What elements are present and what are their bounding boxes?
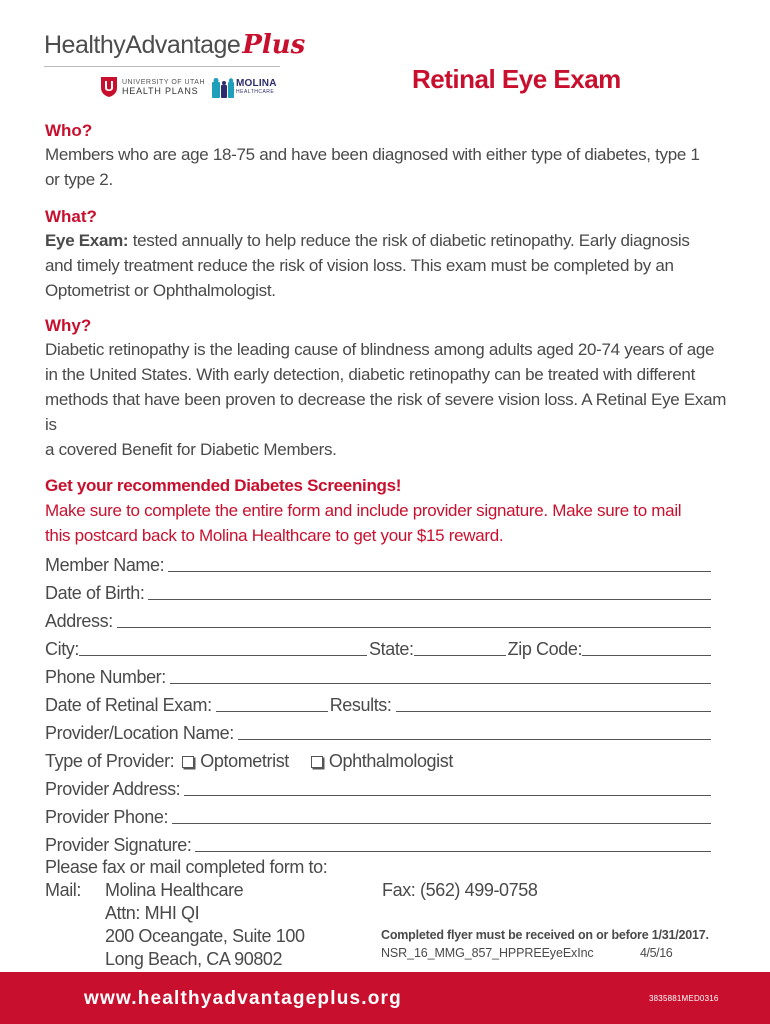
mail-intro: Please fax or mail completed form to: (45, 857, 328, 877)
provider-address-label: Provider Address: (45, 779, 181, 799)
document-date: 4/5/16 (640, 946, 673, 960)
provider-type-label: Type of Provider: (45, 751, 175, 771)
phone-field[interactable] (170, 666, 711, 684)
dob-field[interactable] (148, 582, 711, 600)
member-name-row (45, 548, 711, 576)
provider-signature-row (45, 828, 711, 856)
molina-line1: MOLINA (236, 78, 277, 89)
what-text-line1 (45, 228, 735, 253)
uu-line1: UNIVERSITY OF UTAH (122, 79, 206, 86)
footer-code: 3835881MED0316 (649, 994, 719, 1003)
optometrist-option[interactable] (174, 751, 289, 772)
optometrist-checkbox-icon[interactable] (182, 756, 194, 768)
deadline-notice: Completed flyer must be received on or before 1/31/2017. (381, 928, 709, 942)
what-text-line2: and timely treatment reduce the risk of vision loss. This exam must be completed by an (45, 256, 674, 275)
info-content (45, 120, 735, 548)
provider-location-label: Provider/Location Name: (45, 723, 234, 743)
cta-heading: Get your recommended Diabetes Screenings! (45, 476, 402, 495)
exam-date-field[interactable] (216, 694, 328, 712)
document-code: NSR_16_MMG_857_HPPREEyeExInc (381, 946, 594, 960)
university-of-utah-logo (100, 76, 205, 98)
provider-signature-label: Provider Signature: (45, 835, 192, 855)
state-field[interactable] (414, 638, 506, 656)
mail-address-line1: Molina Healthcare (105, 880, 244, 900)
address-field[interactable] (117, 610, 711, 628)
provider-signature-field[interactable] (195, 834, 711, 852)
city-field[interactable] (79, 638, 367, 656)
member-name-label: Member Name: (45, 555, 165, 575)
eye-exam-label: Eye Exam: (45, 231, 129, 250)
footer-bar (0, 972, 770, 1024)
dob-label: Date of Birth: (45, 583, 145, 603)
ophthalmologist-option[interactable] (303, 751, 453, 772)
address-row (45, 604, 711, 632)
why-heading: Why? (45, 316, 92, 335)
state-label: State: (369, 639, 414, 659)
mail-address-line2: Attn: MHI QI (105, 903, 200, 923)
why-text-line2: in the United States. With early detection, diabetic retinopathy can be treated with different (45, 365, 695, 384)
who-text-line2: or type 2. (45, 170, 113, 189)
city-label: City: (45, 639, 80, 659)
phone-row (45, 660, 711, 688)
phone-label: Phone Number: (45, 667, 166, 687)
what-heading: What? (45, 207, 97, 226)
provider-type-row (45, 744, 711, 772)
provider-address-row (45, 772, 711, 800)
cta-text-line2: this postcard back to Molina Healthcare to get your $15 reward. (45, 526, 504, 545)
ophthalmologist-label: Ophthalmologist (328, 751, 453, 771)
results-field[interactable] (396, 694, 711, 712)
logo-healthy-text: Healthy (44, 31, 126, 59)
address-label: Address: (45, 611, 113, 631)
provider-phone-row (45, 800, 711, 828)
logo-advantage-text: Advantage (125, 31, 241, 59)
why-text-line1: Diabetic retinopathy is the leading cause of blindness among adults aged 20-74 years of age (45, 340, 715, 359)
what-text-line3: Optometrist or Ophthalmologist. (45, 281, 276, 300)
logo-divider (44, 66, 280, 67)
provider-phone-label: Provider Phone: (45, 807, 169, 827)
who-text-line1: Members who are age 18-75 and have been diagnosed with either type of diabetes, type 1 (45, 145, 700, 164)
fax-number: Fax: (562) 499-0758 (382, 880, 538, 900)
results-label: Results: (329, 695, 392, 715)
exam-date-label: Date of Retinal Exam: (45, 695, 212, 715)
logo-plus-text: Plus (242, 30, 306, 60)
zip-label: Zip Code: (507, 639, 583, 659)
uu-shield-icon (100, 76, 118, 98)
who-heading: Who? (45, 121, 93, 140)
website-link[interactable]: www.healthyadvantageplus.org (84, 988, 402, 1009)
mail-label: Mail: (45, 880, 82, 900)
molina-healthcare-logo (212, 78, 277, 98)
provider-address-field[interactable] (184, 778, 711, 796)
provider-phone-field[interactable] (172, 806, 711, 824)
provider-location-field[interactable] (238, 722, 711, 740)
uu-line2: HEALTH PLANS (122, 86, 199, 96)
mail-address-line4: Long Beach, CA 90802 (105, 949, 283, 969)
why-text-line3: methods that have been proven to decrease the risk of severe vision loss. A Retinal Eye Exam is (45, 390, 727, 434)
page-title: Retinal Eye Exam (412, 64, 621, 94)
exam-date-results-row (45, 688, 711, 716)
molina-people-icon (212, 78, 234, 98)
molina-line2: HEALTHCARE (236, 89, 275, 95)
member-name-field[interactable] (168, 554, 711, 572)
ophthalmologist-checkbox-icon[interactable] (311, 756, 323, 768)
zip-field[interactable] (582, 638, 711, 656)
what-text-line1-rest: tested annually to help reduce the risk of diabetic retinopathy. Early diagnosis (128, 231, 690, 250)
mail-address-line3: 200 Oceangate, Suite 100 (105, 926, 305, 946)
cta-text-line1: Make sure to complete the entire form and include provider signature. Make sure to mail (45, 501, 682, 520)
optometrist-label: Optometrist (200, 751, 289, 771)
healthy-advantage-plus-logo (44, 30, 305, 64)
member-form (45, 548, 711, 856)
mailing-info (45, 856, 735, 971)
city-state-zip-row (45, 632, 711, 660)
provider-location-row (45, 716, 711, 744)
dob-row (45, 576, 711, 604)
why-text-line4: a covered Benefit for Diabetic Members. (45, 440, 337, 459)
